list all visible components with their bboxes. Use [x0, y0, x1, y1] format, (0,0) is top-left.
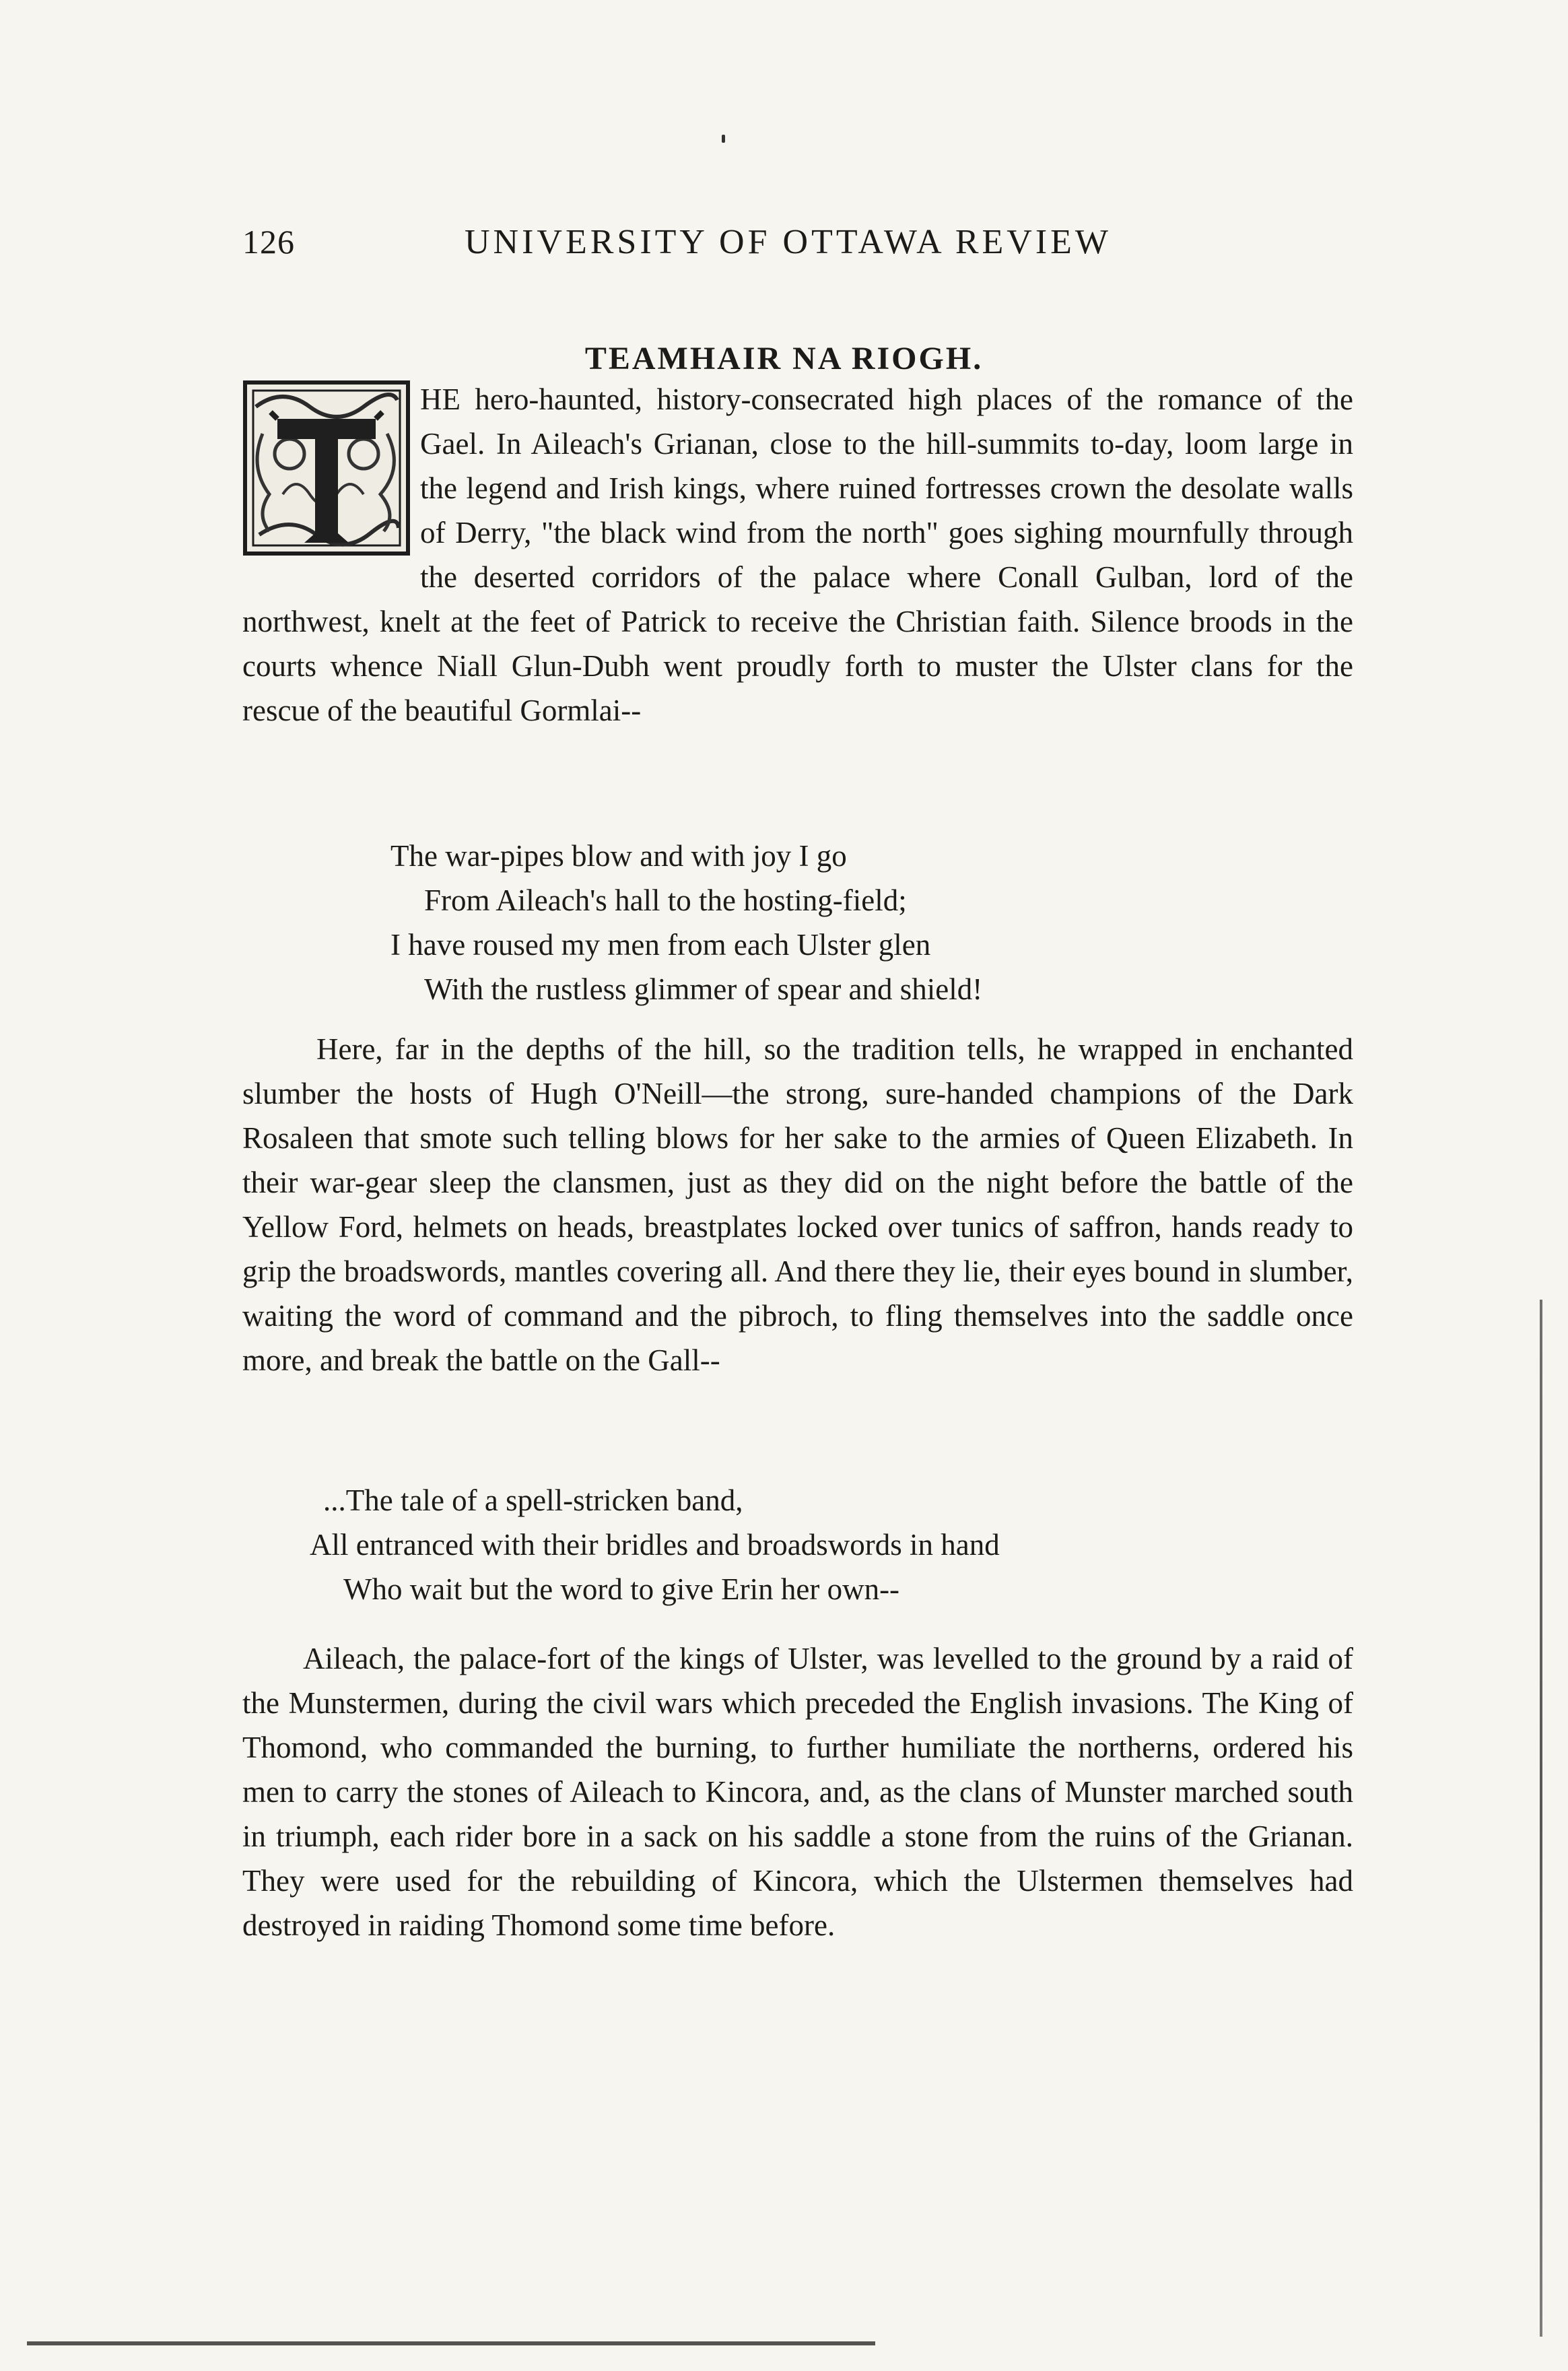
paragraph-3: Aileach, the palace-fort of the kings of Ulster, was levelled to the ground by a raid of the Munstermen, during the civil wars which preceded the English invasions. The King of Thomond, who commanded the burning, to further humiliate the northerns, ordered his men to carry the stones of Aileach to Kincora, and, as the clans of Munster marched south in triumph, each rider bore in a sack on his saddle a stone from the ruins of the Grianan. They were used for the rebuilding of Kincora, which the Ulstermen themselves had destroyed in raiding Thomond some time before.: [242, 1642, 1353, 1942]
scan-bottom-rule: [27, 2341, 875, 2345]
verse-line: From Aileach's hall to the hosting-field;: [424, 883, 907, 917]
verse-line: ...The tale of a spell-stricken band,: [323, 1483, 743, 1517]
verse-line: Who wait but the word to give Erin her own--: [343, 1572, 900, 1606]
verse-2: [242, 1478, 1353, 1611]
verse-line: I have roused my men from each Ulster glen: [390, 928, 931, 962]
paragraph-1-text: HE hero-haunted, history-consecrated high places of the romance of the Gael. In Aileach's Grianan, close to the hill-summits to-day, loom large in the legend and Irish kings, where ruined fortresses crown the desolate walls of Derry, "the black wind from the north" goes sighing mournfully through the deserted corridors of the palace where Conall Gulban, lord of the northwest, knelt at the feet of Patrick to receive the Christian faith. Silence broods in the courts whence Niall Glun-Dubh went proudly forth to muster the Ulster clans for the rescue of the beautiful Gormlai--: [242, 382, 1353, 727]
scan-edge-line: [1540, 1300, 1542, 2337]
page-header: [242, 222, 1353, 283]
verse-1: [242, 834, 1353, 1011]
verse-line: The war-pipes blow and with joy I go: [390, 839, 847, 873]
running-title: UNIVERSITY OF OTTAWA REVIEW: [465, 223, 1112, 261]
ornamental-initial-icon: [242, 380, 411, 556]
article-title: TEAMHAIR NA RIOGH.: [584, 341, 984, 376]
verse-line: All entranced with their bridles and broadswords in hand: [310, 1528, 1000, 1562]
paragraph-1: [242, 377, 1353, 733]
page-number: 126: [242, 223, 295, 261]
paragraph-2: Here, far in the depths of the hill, so the tradition tells, he wrapped in enchanted slumber the hosts of Hugh O'Neill—the strong, sure-handed champions of the Dark Rosaleen that smote such telling blows for her sake to the armies of Queen Elizabeth. In their war-gear sleep the clansmen, just as they did on the night before the battle of the Yellow Ford, helmets on heads, breastplates locked over tunics of saffron, hands ready to grip the broadswords, mantles covering all. And there they lie, their eyes bound in slumber, waiting the word of command and the pibroch, to fling themselves into the saddle once more, and break the battle on the Gall--: [242, 1032, 1353, 1377]
print-speck: [722, 135, 725, 143]
verse-line: With the rustless glimmer of spear and shield!: [424, 972, 983, 1006]
